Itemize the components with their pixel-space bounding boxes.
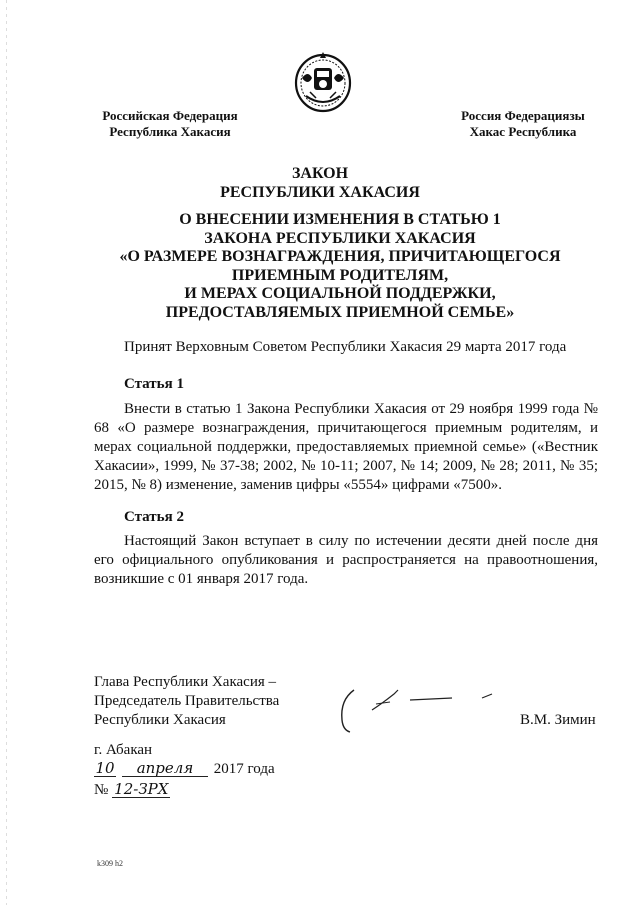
- header-right-line-1: Россия Федерациязы: [461, 108, 585, 123]
- scan-edge: [6, 0, 7, 905]
- heading-line: ПРЕДОСТАВЛЯЕМЫХ ПРИЕМНОЙ СЕМЬЕ»: [165, 303, 515, 321]
- handwritten-day: 10: [95, 759, 115, 777]
- handwritten-month: апреля: [122, 760, 208, 777]
- document-subtitle: РЕСПУБЛИКИ ХАКАСИЯ: [220, 184, 420, 201]
- header-right-line-2: Хакас Республика: [469, 124, 577, 139]
- signing-date: [94, 760, 275, 779]
- coat-of-arms-emblem: [292, 48, 354, 114]
- article-1-text: Внести в статью 1 Закона Республики Хакасия от 29 ноября 1999 года № 68 «О размере вознаграждения, причитающегося приемным родителям, и мерах социальной поддержки, предоставляемых приемной семье» («Вестник Хакасии», 1999, № 37-38; 2002, № 10-11; 2007, № 14; 2009, № 28; 2011, № 35; 2015, № 8) изменение, заменив цифры «5554» цифрами «7500».: [94, 401, 598, 493]
- article-1-title: Статья 1: [124, 376, 184, 392]
- adoption-statement: Принят Верховным Советом Республики Хакасия 29 марта 2017 года: [124, 339, 567, 355]
- signatory-position: [94, 673, 279, 730]
- signatory-position-line: Республики Хакасия: [94, 712, 226, 728]
- handwritten-number: 12-ЗРХ: [114, 780, 169, 798]
- law-heading: [90, 211, 590, 322]
- header-right: [448, 108, 598, 140]
- heading-line: О ВНЕСЕНИИ ИЗМЕНЕНИЯ В СТАТЬЮ 1: [179, 211, 501, 228]
- header-left-line-1: Российская Федерация: [102, 108, 238, 123]
- signatory-position-line: Глава Республики Хакасия –: [94, 674, 277, 690]
- footer-code: k309 h2: [97, 859, 123, 868]
- heading-line: ПРИЕМНЫМ РОДИТЕЛЯМ,: [231, 266, 449, 284]
- document-type: ЗАКОН: [291, 165, 349, 182]
- header-left-line-2: Республика Хакасия: [109, 124, 231, 139]
- law-number: [94, 781, 170, 800]
- heading-line: «О РАЗМЕРЕ ВОЗНАГРАЖДЕНИЯ, ПРИЧИТАЮЩЕГОСЯ: [119, 248, 561, 265]
- article-2-text: Настоящий Закон вступает в силу по истечении десяти дней после дня его официального опубликования и распространяется на правоотношения, возникшие с 01 января 2017 года.: [94, 533, 598, 587]
- article-2-title: Статья 2: [124, 509, 184, 525]
- heading-line: И МЕРАХ СОЦИАЛЬНОЙ ПОДДЕРЖКИ,: [184, 285, 496, 302]
- heading-line: ЗАКОНА РЕСПУБЛИКИ ХАКАСИЯ: [204, 229, 476, 247]
- signing-place: г. Абакан: [94, 742, 153, 758]
- header-left: [90, 108, 250, 140]
- date-year: 2017 года: [213, 761, 275, 777]
- signatory-position-line: Председатель Правительства: [94, 693, 280, 709]
- signatory-name: В.М. Зимин: [520, 712, 596, 728]
- number-prefix: №: [94, 782, 109, 798]
- handwritten-signature: [332, 680, 504, 736]
